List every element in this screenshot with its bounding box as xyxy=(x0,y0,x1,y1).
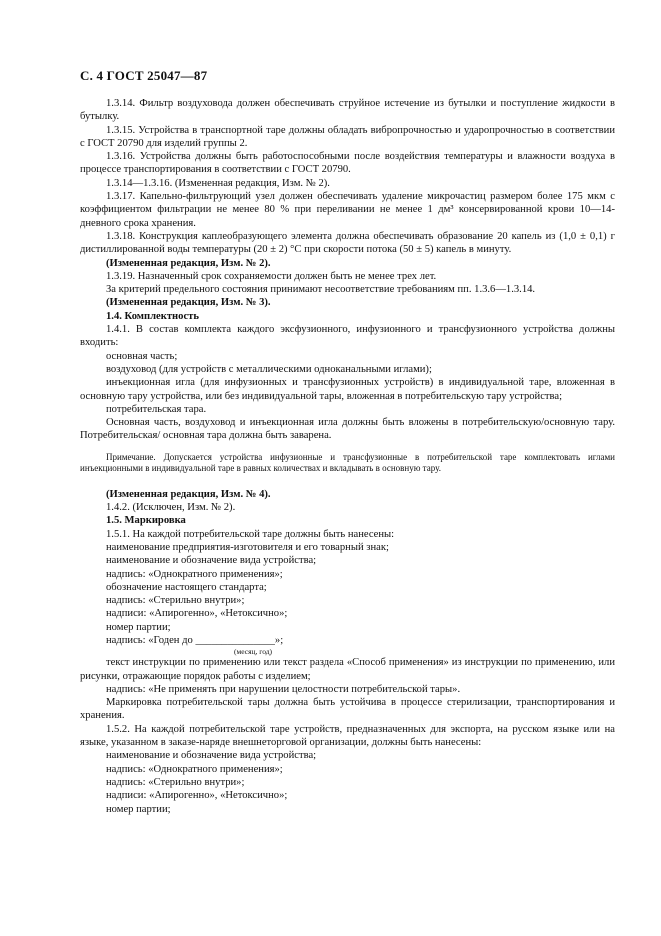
paragraph: 1.5.1. На каждой потребительской таре должны быть нанесены: xyxy=(106,528,395,540)
field-caption: (месяц, год) xyxy=(234,647,273,657)
paragraph: Основная часть, воздуховод и инъекционная игла должны быть вложены в потребительскую/основную тару. Потребительская/ основная тара должна быть заварена. xyxy=(80,417,615,442)
paragraph: 1.3.17. Капельно-фильтрующий узел должен обеспечивать удаление микрочастиц размером более 175 мкм с коэффициентом фильтрации не менее 80 % при переливании не менее 1 дм³ консервированной крови 10—14-дневного срока хранения. xyxy=(80,191,615,229)
paragraph: За критерий предельного состояния принимают несоответствие требованиям пп. 1.3.6—1.3.14. xyxy=(106,284,536,296)
amendment-note: 1.3.14—1.3.16. (Измененная редакция, Изм. № 2). xyxy=(106,177,330,189)
list-item: надпись: «Стерильно внутри»; xyxy=(106,595,245,607)
section-heading: 1.5. Маркировка xyxy=(106,515,186,527)
document-body xyxy=(80,97,615,816)
page-header: С. 4 ГОСТ 25047—87 xyxy=(80,68,208,83)
amendment-note: (Измененная редакция, Изм. № 2). xyxy=(106,257,271,269)
paragraph: 1.4.2. (Исключен, Изм. № 2). xyxy=(106,502,236,514)
paragraph: 1.3.15. Устройства в транспортной таре должны обладать вибропрочностью и ударопрочностью в соответствии с ГОСТ 20790 для изделий группы 2. xyxy=(80,124,615,149)
paragraph: Маркировка потребительской тары должна быть устойчива в процессе стерилизации, транспортирования и хранения. xyxy=(80,697,615,722)
list-item: текст инструкции по применению или текст раздела «Способ применения» из инструкции по применению, или рисунки, отражающие порядок работы с изделием; xyxy=(80,657,615,682)
list-item: надписи: «Апирогенно», «Нетоксично»; xyxy=(106,608,288,620)
paragraph: 1.3.16. Устройства должны быть работоспособными после воздействия температуры и влажности воздуха в процессе транспортирования в соответствии с ГОСТ 20790. xyxy=(80,151,615,176)
paragraph: 1.3.19. Назначенный срок сохраняемости должен быть не менее трех лет. xyxy=(106,270,437,282)
paragraph: 1.4.1. В состав комплекта каждого эксфузионного, инфузионного и трансфузионного устройства должны входить: xyxy=(80,324,615,349)
list-item: надпись: «Не применять при нарушении целостности потребительской тары». xyxy=(106,683,461,695)
footnote-note: Примечание. Допускается устройства инфузионные и трансфузионные в потребительской таре комплектовать иглами инъекционными в индивидуальной таре в равных количествах и вкладывать в основную тару. xyxy=(80,451,615,474)
list-item: наименование и обозначение вида устройства; xyxy=(106,555,317,567)
list-item: надпись: «Стерильно внутри»; xyxy=(106,776,245,788)
list-item: наименование и обозначение вида устройства; xyxy=(106,750,317,762)
list-item: обозначение настоящего стандарта; xyxy=(106,581,267,593)
list-item: надпись: «Годен до _______________»; xyxy=(106,634,284,646)
list-item: потребительская тара. xyxy=(106,403,207,415)
list-item: наименование предприятия-изготовителя и его товарный знак; xyxy=(106,541,389,553)
list-item: номер партии; xyxy=(106,621,171,633)
amendment-note: (Измененная редакция, Изм. № 3). xyxy=(106,297,271,309)
list-item: воздуховод (для устройств с металлическими одноканальными иглами); xyxy=(106,363,432,375)
paragraph: 1.3.14. Фильтр воздуховода должен обеспечивать струйное истечение из бутылки и поступление жидкости в бутылку. xyxy=(80,98,615,123)
paragraph: 1.3.18. Конструкция каплеобразующего элемента должна обеспечивать образование 20 капель из (1,0 ± 0,1) г дистиллированной воды температуры (20 ± 2) °С при скорости потока (50 ± 5) капель в минуту. xyxy=(80,230,615,256)
list-item: надпись: «Однократного применения»; xyxy=(106,568,283,580)
section-heading: 1.4. Комплектность xyxy=(106,310,199,322)
list-item: основная часть; xyxy=(106,350,178,362)
list-item: надписи: «Апирогенно», «Нетоксично»; xyxy=(106,790,288,802)
list-item: номер партии; xyxy=(106,803,171,815)
amendment-note: (Измененная редакция, Изм. № 4). xyxy=(106,488,271,500)
list-item: инъекционная игла (для инфузионных и трансфузионных устройств) в индивидуальной таре, вложенная в основную тару устройства, или без индивидуальной тары, вложенная в потребительскую тару устройства; xyxy=(80,377,615,402)
list-item: надпись: «Однократного применения»; xyxy=(106,763,283,775)
paragraph: 1.5.2. На каждой потребительской таре устройств, предназначенных для экспорта, на русском языке или на языке, указанном в заказе-наряде внешнеторговой организации, должны быть нанесены: xyxy=(80,723,615,749)
